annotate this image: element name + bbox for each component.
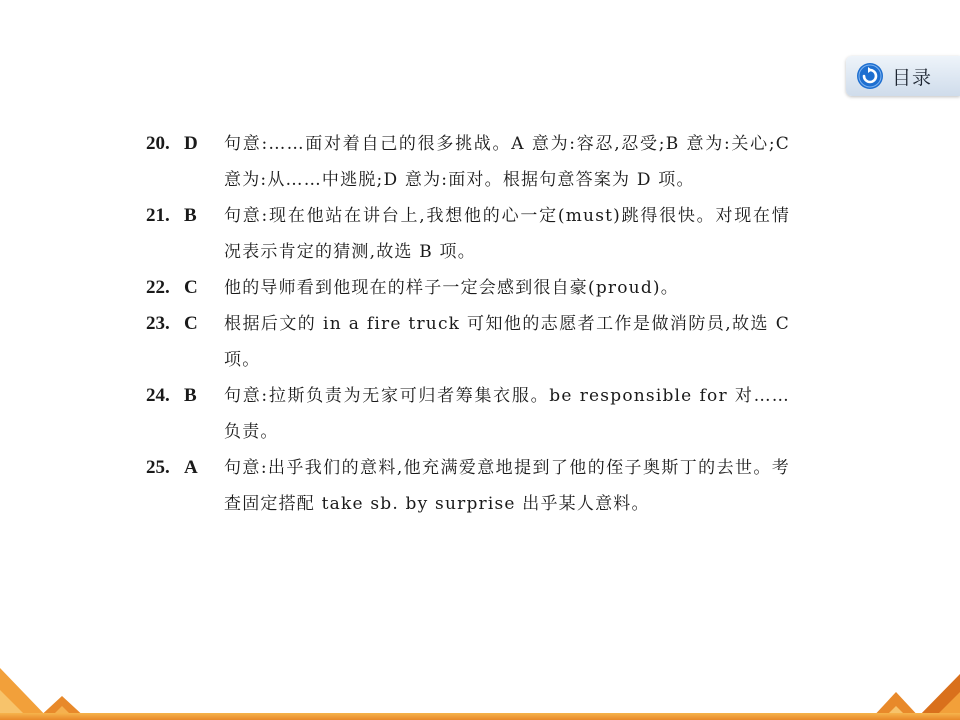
- answer-item-25: [146, 450, 790, 522]
- answer-list: [146, 126, 790, 522]
- refresh-circle-icon: [856, 62, 884, 90]
- answer-letter: B: [184, 205, 197, 226]
- answer-explanation: 句意:……面对着自己的很多挑战。A 意为:容忍,忍受;B 意为:关心;C 意为:从……中逃脱;D 意为:面对。根据句意答案为 D 项。: [224, 134, 790, 190]
- answer-number: 24.: [146, 385, 170, 406]
- answer-item-24: [146, 378, 790, 450]
- answer-explanation: 他的导师看到他现在的样子一定会感到很自豪(proud)。: [224, 278, 679, 298]
- toc-label: 目录: [892, 66, 933, 89]
- answer-explanation: 句意:出乎我们的意料,他充满爱意地提到了他的侄子奥斯丁的去世。考查固定搭配 take sb. by surprise 出乎某人意料。: [224, 458, 790, 514]
- answer-number: 20.: [146, 133, 170, 154]
- corner-triangles-left: [0, 660, 100, 720]
- answer-explanation: 根据后文的 in a fire truck 可知他的志愿者工作是做消防员,故选 C 项。: [224, 314, 790, 370]
- answer-item-22: [146, 270, 790, 306]
- answer-letter: D: [184, 133, 198, 154]
- answer-letter: A: [184, 457, 198, 478]
- answer-letter: C: [184, 277, 198, 298]
- answer-number: 25.: [146, 457, 170, 478]
- answer-explanation: 句意:拉斯负责为无家可归者筹集衣服。be responsible for 对……负责。: [224, 386, 790, 442]
- answer-item-23: [146, 306, 790, 378]
- answer-letter: C: [184, 313, 198, 334]
- answer-number: 23.: [146, 313, 170, 334]
- answer-number: 21.: [146, 205, 170, 226]
- answer-item-20: [146, 126, 790, 198]
- answer-explanation: 句意:现在他站在讲台上,我想他的心一定(must)跳得很快。对现在情况表示肯定的猜测,故选 B 项。: [224, 206, 790, 262]
- answer-letter: B: [184, 385, 197, 406]
- answer-number: 22.: [146, 277, 170, 298]
- toc-button[interactable]: [846, 56, 960, 96]
- bottom-bar: [0, 713, 960, 720]
- answer-item-21: [146, 198, 790, 270]
